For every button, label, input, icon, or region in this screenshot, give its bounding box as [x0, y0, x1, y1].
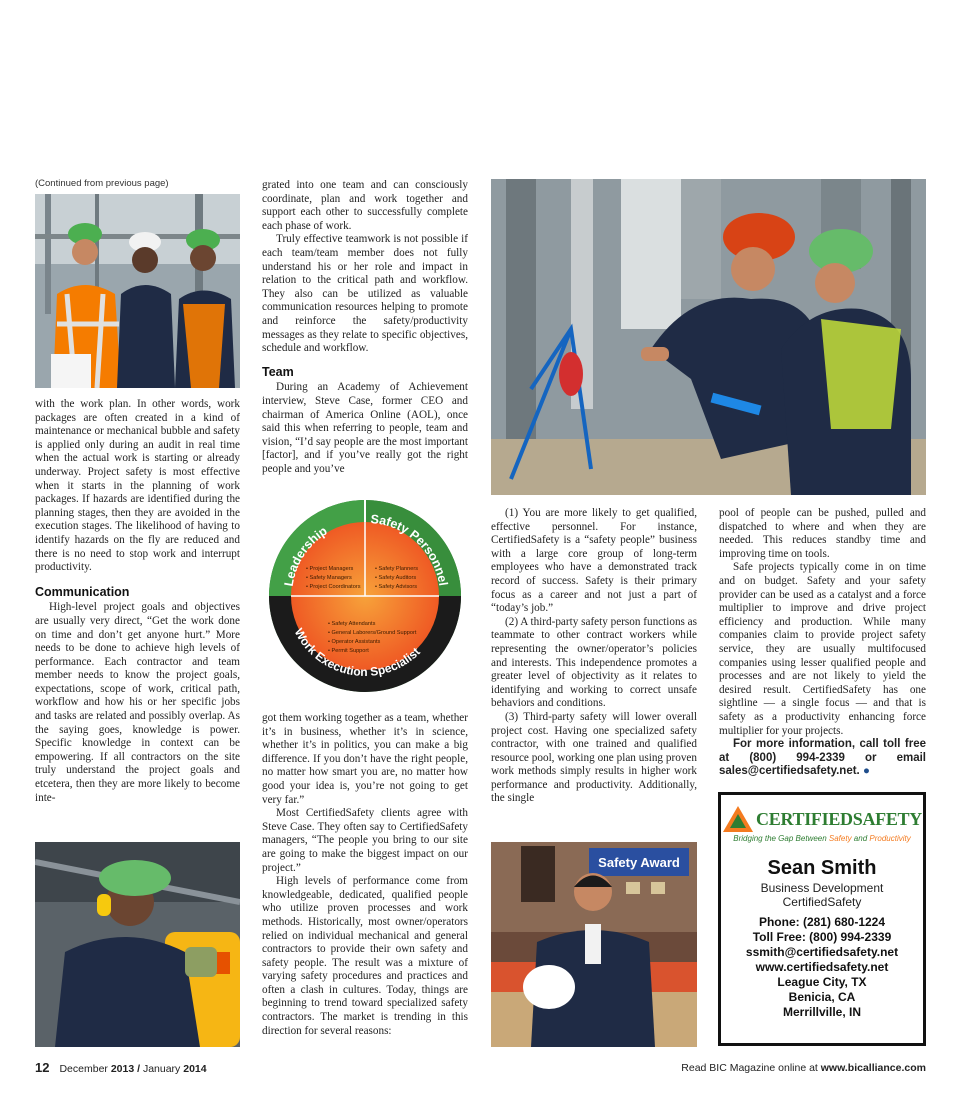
label-safety-personnel: Safety Personnel: [369, 511, 451, 587]
safety-personnel-roles: [375, 566, 418, 590]
heading-communication: Communication: [35, 584, 130, 599]
tagline-productivity: Productivity: [869, 834, 911, 843]
column-4: [719, 507, 926, 779]
triangle-logo-icon: [722, 805, 754, 833]
footer-month-1: December: [59, 1063, 111, 1075]
role-item: • General Laborers/Ground Support: [328, 630, 417, 636]
col4-paragraph-1: pool of people can be pushed, pulled and dispatched to where and when they are needed. This reduces standby time and improving time on tools.: [719, 507, 926, 560]
ad-name: Sean Smith: [767, 857, 877, 879]
safety-award-sign: Safety Award: [598, 855, 680, 870]
role-item: • Safety Auditors: [375, 575, 417, 581]
role-item: • Safety Attendants: [328, 621, 376, 627]
label-leadership: Leadership: [281, 523, 330, 588]
footer-right: [681, 1062, 926, 1074]
ad-location-1: League City, TX: [777, 975, 867, 989]
col4-paragraph-2: Safe projects typically come in on time and on budget. Safety and your safety provider can be used as a catalyst and a force multiplier to improve and drive project efficiency and production. While many companies claim to provide project safety service, they are usually multifocused companies using lesser qualified people and processes and are not likely to yield the desired result. CertifiedSafety has one sightline — a single focus — and that is safety as a productivity enhancing force multiplier for your projects.: [719, 561, 926, 737]
col3-paragraph-2: (2) A third-party safety person functions as teammate to other contract workers while representing the owner/operator’s policies and interests. This independence promotes a greater level of objectivity as it relates to identifying and working to correct unsafe behaviors and conditions.: [491, 615, 698, 710]
col2-paragraph-2: Truly effective teamwork is not possible if each team/team member does not fully understand his or her role and impact in relation to the critical path and workflow. They also can be utilized as valuable communication resources helping to promote and reinforce the safety/productivity messages as they relate to specific objectives, schedule and workflow.: [262, 233, 468, 355]
column-1: [35, 398, 240, 805]
col2-paragraph-6: High levels of performance come from knowledgeable, dedicated, qualified people who utilize proven processes and work methods. Historically, most owner/operators relied on individual mechanical and general contractors to provide their own safety and safety people. The result was a mixture of varying safety procedures and practices and often a clash in cultures. Today, things are beginning to trend toward specialized safety contractors. The market is trending in this direction for several reasons:: [262, 875, 468, 1037]
contact-text: For more information, call toll free at (800) 994-2339 or email sales@certifiedsafety.net.: [719, 738, 926, 778]
role-item: • Project Managers: [306, 566, 354, 572]
tagline-text: Bridging the Gap Between: [733, 834, 829, 843]
photo-safety-award: [491, 842, 697, 1047]
footer-left: [35, 1060, 207, 1075]
role-item: • Permit Support: [328, 648, 369, 654]
contact-info: [719, 738, 926, 779]
ad-website[interactable]: www.certifiedsafety.net: [755, 960, 889, 974]
column-2-lower: [262, 712, 468, 1038]
col3-paragraph-1: (1) You are more likely to get qualified, effective personnel. For instance, CertifiedSafety is a “safety people” business with a large core group of long-term employees who have a demonstrated track record of success. Safety is their primary focus as a career and not just a part of “today’s job.”: [491, 507, 697, 615]
ad-location-2: Benicia, CA: [788, 990, 856, 1004]
continued-label: (Continued from previous page): [35, 178, 169, 189]
column-3: [491, 507, 697, 806]
column-2-upper: [262, 179, 468, 476]
photo-worker-cooler: [35, 842, 240, 1047]
tagline-and: and: [851, 834, 870, 843]
ad-logo: [721, 805, 923, 833]
ad-tollfree: Toll Free: (800) 994-2339: [752, 930, 892, 944]
footer-year-1: 2013: [110, 1063, 135, 1075]
col2-paragraph-1: grated into one team and can consciously coordinate, plan and work together and support each other to successfully complete each phase of work.: [262, 179, 468, 232]
footer-separator: /: [134, 1063, 143, 1075]
col1-paragraph-2: High-level project goals and objectives are usually very direct, “Get the work done on time and don’t get anyone hurt.” More needs to be done to achieve high levels of performance. Each contractor and team member needs to know the project goals, expectations, scope of work, critical path, workflow and how his or her specific jobs and tasks are related and possibly overlap. As the saying goes, knowledge is power. Specific knowledge in context can be empowering. If all contractors on the site truly understand the project goals and etcetera, then they are more likely to become inte-: [35, 601, 240, 804]
ad-email[interactable]: ssmith@certifiedsafety.net: [745, 945, 899, 959]
ad-title-2: CertifiedSafety: [782, 895, 862, 909]
ad-title-1: Business Development: [760, 881, 884, 895]
footer-month-2: January: [142, 1063, 184, 1075]
page-number: 12: [35, 1060, 50, 1075]
role-item: • Operator Assistants: [328, 639, 381, 645]
end-bullet-icon: ●: [862, 765, 870, 778]
ad-location-3: Merrillville, IN: [782, 1005, 862, 1019]
footer-year-2: 2014: [183, 1063, 207, 1075]
photo-three-workers: [35, 194, 240, 388]
role-item: • Safety Advisors: [375, 584, 418, 590]
footer-url-link[interactable]: www.bicalliance.com: [820, 1062, 926, 1074]
ad-tagline: [721, 834, 923, 843]
safety-roles-diagram: [262, 498, 468, 698]
tagline-safety: Safety: [828, 834, 852, 843]
role-item: • Safety Managers: [306, 575, 352, 581]
photo-two-workers-kneeling: [491, 179, 926, 495]
label-work-execution: Work Execution Specialist: [291, 625, 423, 680]
heading-team: Team: [262, 364, 294, 379]
col3-paragraph-3: (3) Third-party safety will lower overall project cost. Having one specialized safety contractor, with one trained and qualified resource pool, working one plan using proven work methods simply results in higher work performance and productivity. Additionally, the single: [491, 710, 697, 805]
role-item: • Safety Planners: [375, 566, 419, 572]
col2-paragraph-4: got them working together as a team, whether it’s in business, whether it’s in science, whether it’s in politics, you can make a big difference. If you don’t have the right people, no matter how smart you are, no matter how good your idea is, you’re not going to get very far.”: [262, 712, 468, 806]
ad-phone: Phone: (281) 680-1224: [758, 915, 886, 929]
col1-paragraph-1: with the work plan. In other words, work packages are often created in a kind of maintenance or mechanical bubble and safety is applied only during an audit in real time when the actual work is starting or already underway. Project safety is most effective when it starts in the planning of work packages. If hazards are identified during the planning stages, then they are avoided in the execution stages. The likelihood of having to identify hazards on the fly are reduced and there is no need to stop work and interrupt productivity.: [35, 398, 240, 574]
col2-paragraph-5: Most CertifiedSafety clients agree with Steve Case. They often say to CertifiedSafety managers, “The people you bring to our site are going to make the biggest impact on our project.”: [262, 807, 468, 874]
col2-paragraph-3: During an Academy of Achievement interview, Steve Case, former CEO and chairman of America Online (AOL), once said this when referring to people, team and vision, “I’d say people are the most important [factor], and if you’ve really got the right people and you’ve: [262, 381, 468, 475]
certifiedsafety-business-card: [718, 792, 926, 1046]
role-item: • Project Coordinators: [306, 584, 361, 590]
footer-read-online: Read BIC Magazine online at: [681, 1062, 821, 1074]
ad-logo-text: CERTIFIEDSAFETY: [756, 808, 922, 829]
